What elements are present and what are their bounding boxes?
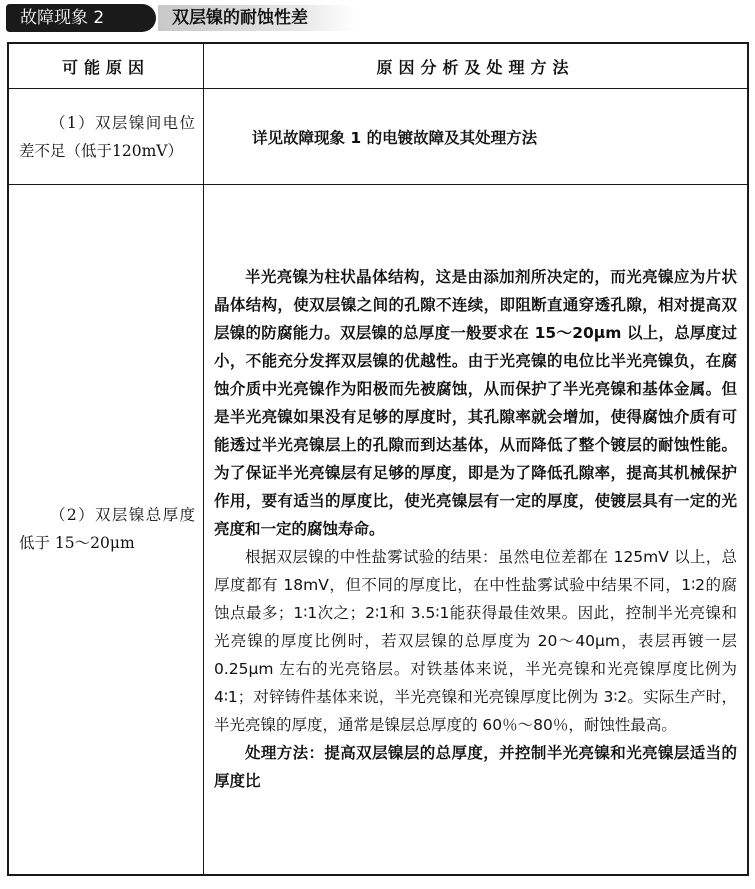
analysis-paragraph: 半光亮镍为柱状晶体结构，这是由添加剂所决定的，而光亮镍应为片状晶体结构，使双层镍之间的孔隙不连续，即阻断直通穿透孔隙，相对提高双层镍的防腐能力。双层镍的总厚度一般要求在 15～20μm 以上，总厚度过小，不能充分发挥双层镍的优越性。由于光亮镍的电位比半光亮镍负，在腐蚀介质中光亮镍作为阳极而先被腐蚀，从而保护了半光亮镍和基体金属。但是半光亮镍如果没有足够的厚度时，其孔隙率就会增加，使得腐蚀介质有可能透过半光亮镍层上的孔隙而到达基体，从而降低了整个镀层的耐蚀性能。为了保证半光亮镍层有足够的厚度，即是为了降低孔隙率，提高其机械保护作用，要有适当的厚度比，使光亮镍层有一定的厚度，使镀层具有一定的光亮度和一定的腐蚀寿命。	[214, 268, 737, 539]
analysis-cell: 详见故障现象 1 的电镀故障及其处理方法	[204, 89, 749, 185]
cause-cell: （2）双层镍总厚度低于 15～20μm	[8, 185, 204, 875]
fault-table	[7, 42, 749, 876]
section-header	[0, 2, 755, 34]
analysis-cell	[204, 185, 749, 875]
cause-cell: （1）双层镍间电位差不足（低于120mV）	[8, 89, 204, 185]
fault-title: 双层镍的耐蚀性差	[158, 5, 355, 31]
analysis-paragraph: 根据双层镍的中性盐雾试验的结果：虽然电位差都在 125mV 以上，总厚度都有 18mV，但不同的厚度比，在中性盐雾试验中结果不同，1∶2的腐蚀点最多；1∶1次之；2∶1和 3.5∶1能获得最佳效果。因此，控制半光亮镍和光亮镍的厚度比例时，若双层镍的总厚度为 20～40μm，表层再镀一层 0.25μm 左右的光亮铬层。对铁基体来说，半光亮镍和光亮镍厚度比例为 4∶1；对锌铸件基体来说，半光亮镍和光亮镍厚度比例为 3∶2。实际生产时，半光亮镍的厚度，通常是镍层总厚度的 60％～80％，耐蚀性最高。	[214, 548, 737, 735]
table-row	[8, 185, 748, 875]
col-header-analysis: 原因分析及处理方法	[204, 43, 749, 89]
fault-number-tag: 故障现象 2	[6, 4, 156, 32]
table-row	[8, 89, 748, 185]
table-header-row	[8, 43, 748, 89]
col-header-cause: 可能原因	[8, 43, 204, 89]
treatment-method: 处理方法：提高双层镍层的总厚度，并控制半光亮镍和光亮镍层适当的厚度比	[214, 744, 737, 791]
